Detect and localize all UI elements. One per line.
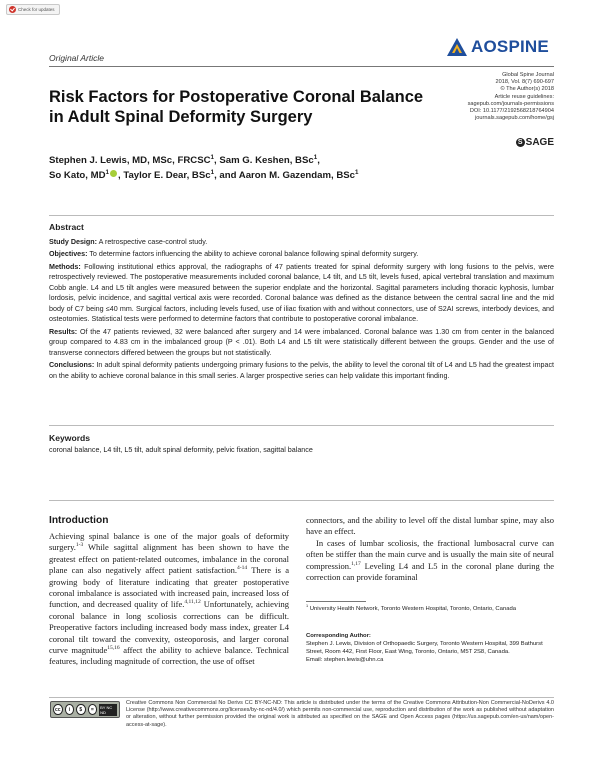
corresponding-author — [306, 632, 554, 664]
introduction-continued: connectors, and the ability to level off the distal lumbar spine, may also have an effect. — [306, 515, 554, 537]
abstract-methods — [49, 262, 554, 325]
author-name: Taylor E. Dear, BSc — [123, 170, 211, 181]
nc-icon: $ — [76, 704, 86, 715]
corresponding-email[interactable]: Email: stephen.lewis@uhn.ca — [306, 657, 384, 663]
section-text: To determine factors influencing the ability to achieve coronal balance following spinal deformity surgery. — [89, 250, 419, 258]
introduction-column-left — [49, 515, 289, 668]
journal-url[interactable]: journals.sagepub.com/home/gsj — [475, 115, 554, 122]
affiliation-marker: 1 — [210, 153, 214, 161]
footnote-rule — [306, 601, 366, 602]
nd-icon: = — [88, 704, 98, 715]
author-name: So Kato, MD — [49, 170, 106, 181]
body-text: affect the ability to achieve balance. Technical features, including magnitude of correction, the use of offset — [49, 645, 289, 667]
citation-ref[interactable]: 4-14 — [237, 565, 248, 572]
affiliation-marker: 1 — [355, 168, 359, 176]
keywords-heading: Keywords — [49, 433, 91, 443]
affiliation-marker: 1 — [105, 168, 109, 176]
sage-logo — [516, 137, 554, 148]
introduction-paragraph — [306, 538, 554, 584]
affiliation — [306, 605, 554, 613]
abstract-objectives — [49, 249, 554, 260]
license-rule — [49, 697, 554, 698]
article-type: Original Article — [49, 53, 104, 63]
citation-ref[interactable]: 15,16 — [107, 645, 120, 652]
sage-logo-text: SAGE — [525, 137, 554, 148]
check-icon — [9, 6, 16, 13]
body-text: Achieving spinal balance is one of the major goals of deformity surgery. — [49, 531, 289, 553]
corresponding-address: Stephen J. Lewis, Division of Orthopaedic Surgery, Toronto Western Hospital, 399 Bathurst Street, Room 442, First Floor, East Wing, Toronto, Ontario, M5T 2S8, Canada. — [306, 641, 543, 655]
section-label: Methods: — [49, 262, 81, 271]
sage-mark-icon: S — [516, 138, 525, 147]
header-rule — [49, 66, 554, 67]
section-text: In adult spinal deformity patients undergoing primary fusions to the pelvis, the ability to level the coronal tilt of L4 and L5 had the greatest impact on the ability to achieve coronal balance in this small series. A larger prospective series can help validate this important finding. — [49, 361, 555, 380]
abstract — [49, 222, 554, 383]
author-conjunction: and — [219, 170, 237, 181]
abstract-study-design — [49, 237, 554, 248]
aospine-mark-icon — [446, 37, 468, 57]
affiliation-text: University Health Network, Toronto Western Hospital, Toronto, Ontario, Canada — [309, 606, 517, 612]
abstract-conclusions — [49, 360, 554, 381]
body-text: In cases of lumbar scoliosis, the fractional lumbosacral curve can often be stiffer than the main curve and is usually the main site of neural compression. — [306, 537, 554, 571]
citation-ref[interactable]: 4,11,12 — [184, 599, 201, 606]
body-text: Unfortunately, achieving coronal balance in long scoliosis corrections can be difficult. Preoperative factors including increased body mass index, greater L4 coronal tilt toward the convexity, osteoporosis, and larger coronal curve magnitude — [49, 599, 289, 656]
author-name: Aaron M. Gazendam, BSc — [238, 170, 355, 181]
copyright: © The Author(s) 2018 — [500, 86, 554, 93]
journal-info — [468, 72, 554, 122]
reuse-guidelines: Article reuse guidelines: — [494, 93, 554, 100]
cc-license-badge[interactable] — [50, 701, 120, 718]
author-name: Sam G. Keshen, BSc — [219, 155, 314, 166]
section-text: A retrospective case-control study. — [98, 237, 208, 246]
author-name: Stephen J. Lewis, MD, MSc, FRCSC — [49, 155, 211, 166]
section-text: Following institutional ethics approval, the radiographs of 47 patients treated for spinal deformity surgery with long fusions to the pelvis, were retrospectively reviewed. The postoperative measurements included coronal balance, L4 tilt, and L5 tilt, levels fused, apical vertebral translation and maximum Cobb angle. L4 and L5 tilt angles were measured between the superior endplate and the horizontal. Sagittal parameters including thoracic kyphosis, lumbar lordosis, pelvic incidence, and sagittal vertical axis were recorded. Coronal balance was defined as the distance between the central sacral line and the mid body of C7 being ≤40 mm. Surgical factors, including levels fused, use of iliac fixation with and without connectors, use of S2AI screws, interbody devices, and osteotomies. Statistical tests were performed to determine factors that contribute to postoperative coronal imbalance. — [49, 262, 554, 323]
abstract-bottom-rule — [49, 425, 554, 426]
cc-badge-label: BY NC ND — [99, 704, 117, 716]
abstract-results — [49, 327, 554, 359]
body-text: Leveling L4 and L5 in the coronal plane during the correction can provide foraminal — [306, 560, 554, 583]
orcid-icon[interactable] — [110, 170, 117, 177]
journal-citation: 2018, Vol. 8(7) 690-697 — [495, 79, 554, 86]
cc-icon: cc — [53, 704, 63, 715]
keywords-bottom-rule — [49, 500, 554, 501]
article-title: Risk Factors for Postoperative Coronal Balance in Adult Spinal Deformity Surgery — [49, 88, 424, 126]
citation-ref[interactable]: 1-3 — [75, 542, 84, 549]
introduction-column-right — [306, 515, 554, 583]
license-text: Creative Commons Non Commercial No Derivs CC BY-NC-ND: This article is distributed under the terms of the Creative Commons Attribution-Non Commercial-NoDerivs 4.0 License (http://www.creativecommons.org/licenses/by-nc-nd/4.0/) which permits non-commercial use, reproduction and distribution of the work as published without adaptation or alteration, without further permission provided the original work is attributed as specified on the SAGE and Open Access pages (https://us.sagepub.com/en-us/nam/open-access-at-sage). — [126, 700, 554, 728]
abstract-heading: Abstract — [49, 222, 84, 232]
section-label: Study Design: — [49, 237, 98, 246]
affiliation-marker: 1 — [306, 604, 309, 609]
citation-ref[interactable]: 1,17 — [351, 560, 361, 567]
check-for-updates-label: Check for updates — [18, 7, 55, 12]
section-label: Conclusions: — [49, 361, 95, 369]
by-icon: i — [65, 704, 75, 715]
aospine-logo — [446, 37, 549, 57]
introduction-heading: Introduction — [49, 515, 109, 526]
section-label: Results: — [49, 327, 78, 336]
doi[interactable]: DOI: 10.1177/2192568218764904 — [469, 108, 554, 115]
corresponding-heading: Corresponding Author: — [306, 633, 371, 639]
affiliation-marker: 1 — [313, 153, 318, 161]
body-text: There is a growing body of literature indicating that greater postoperative coronal imbalance is associated with increased pain, increased loss of function, and decreased quality of life. — [49, 565, 290, 610]
introduction-paragraph — [49, 531, 289, 668]
logo-text: AOSPINE — [471, 37, 549, 56]
check-for-updates-badge[interactable] — [6, 4, 60, 15]
keywords-list: coronal balance, L4 tilt, L5 tilt, adult spinal deformity, pelvic fixation, sagittal balance — [49, 446, 313, 454]
section-text: Of the 47 patients reviewed, 32 were balanced after surgery and 14 were imbalanced. Coronal balance was 1.30 cm from center in the balanced group compared to 4.83 cm in the imbalanced group (P < .01). Both L4 and L5 tilt were statistically different between the groups. Gender and the use of transverse connectors differed between the groups but not statistically. — [49, 327, 555, 357]
affiliation-marker: 1 — [210, 168, 215, 176]
journal-name: Global Spine Journal — [502, 72, 554, 78]
section-label: Objectives: — [49, 250, 88, 258]
reuse-link[interactable]: sagepub.com/journals-permissions — [467, 100, 554, 107]
author-list: Stephen J. Lewis, MD, MSc, FRCSC$^1$, Sam G. Keshen, BSc$^1$, So Kato, $MD^1$ , Taylor E. Dear, BSc$^1$, and Aaron M. Gazendam, BSc$^1$ — [49, 153, 359, 181]
keywords — [49, 433, 554, 454]
body-text: While sagittal alignment has been shown to have the greatest effect on patient-related outcomes, imbalance in the coronal plane can also negatively affect patient satisfaction. — [49, 542, 289, 576]
